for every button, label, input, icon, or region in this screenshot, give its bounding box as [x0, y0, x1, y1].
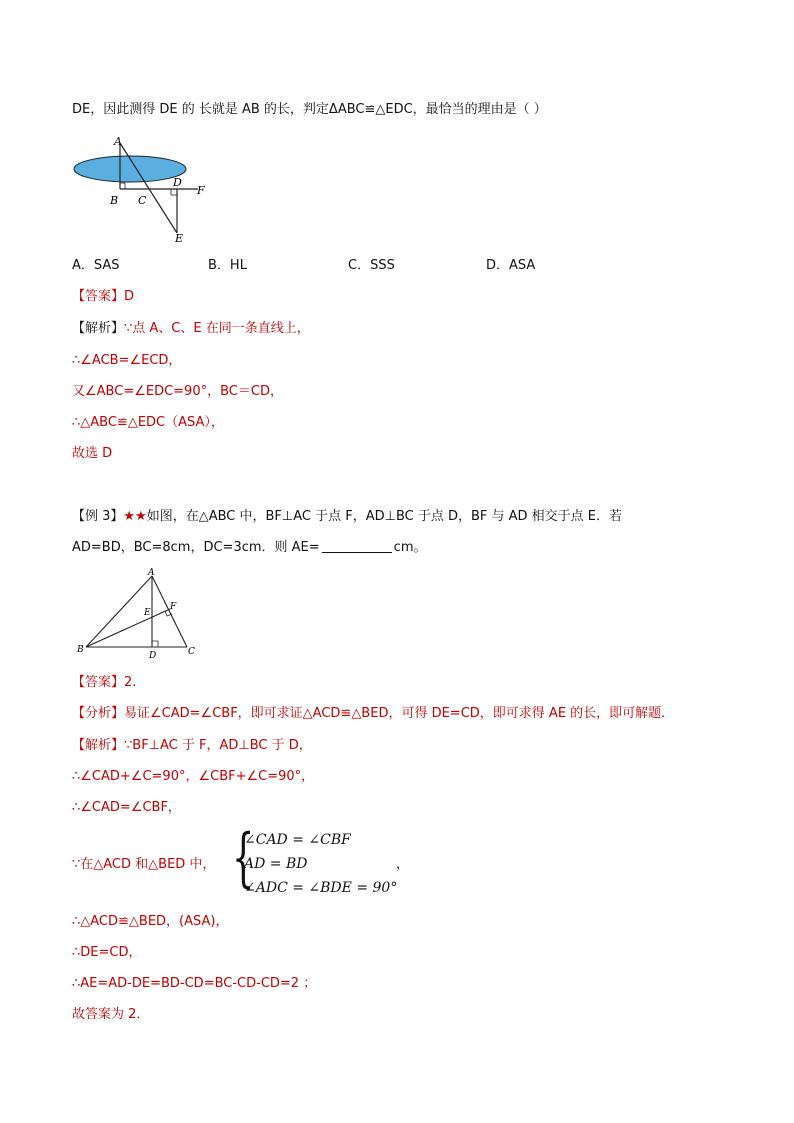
label-d: D — [173, 176, 182, 189]
option-c: C．SSS — [348, 258, 395, 273]
answer-tag: 【答案】 — [72, 289, 125, 304]
q2-fenxi-row — [72, 705, 674, 723]
stem-text: 如图，在△ABC 中，BF⊥AC 于点 F，AD⊥BC 于点 D，BF 与 AD 相交于点 E．若 — [146, 509, 623, 524]
label-e: E — [175, 232, 184, 245]
option-d: D．ASA — [486, 258, 536, 273]
fenxi-tag: 【分析】 — [72, 706, 125, 721]
answer-value: D — [124, 289, 135, 304]
fenxi-text: 易证∠CAD=∠CBF，即可求证△ACD≌△BED，可得 DE=CD，即可求得 AE 的长，即可解题． — [124, 706, 675, 721]
q2-analysis-row — [72, 737, 312, 755]
label-c: C — [138, 194, 147, 207]
stem-text: AD=BD，BC=8cm，DC=3cm．则 AE= — [72, 540, 320, 555]
q1-answer-row — [72, 288, 134, 306]
label-e: E — [144, 608, 151, 618]
difficulty-stars: ★★ — [123, 509, 147, 524]
label-a: A — [148, 568, 155, 578]
label-d: D — [149, 651, 157, 661]
analysis-line: ∴∠CAD=∠CBF， — [72, 800, 181, 815]
analysis-tag: 【解析】 — [72, 321, 125, 336]
system-eq-1: ∠CAD = ∠CBF — [244, 832, 351, 848]
analysis-line: 故选 D — [72, 446, 113, 461]
analysis-line: ∵BF⊥AC 于 F，AD⊥BC 于 D， — [124, 738, 312, 753]
q2-answer-row — [72, 674, 136, 692]
right-angle-d — [171, 189, 177, 195]
analysis-line: ∵点 A、C、E 在同一条直线上， — [124, 321, 310, 336]
q2-stem-line1 — [72, 508, 622, 526]
label-b: B — [110, 194, 119, 207]
analysis-line: ∴△ACD≌△BED，(ASA)， — [72, 914, 229, 929]
label-b: B — [77, 645, 84, 655]
q1-figure — [70, 133, 220, 248]
label-a: A — [114, 135, 122, 148]
analysis-line: ∴∠ACB=∠ECD， — [72, 353, 182, 368]
side-ab — [86, 576, 152, 647]
right-angle-d — [152, 641, 158, 647]
analysis-line: ∴△ABC≌△EDC（ASA）， — [72, 415, 224, 430]
right-angle-b — [120, 183, 125, 189]
option-a: A．SAS — [72, 258, 120, 273]
left-brace: { — [232, 821, 255, 895]
label-f: F — [170, 602, 177, 612]
answer-blank — [322, 539, 392, 553]
answer-value: 2. — [124, 675, 137, 690]
q2-figure — [74, 566, 204, 662]
q1-stem: DE，因此测得 DE 的 长就是 AB 的长，判定ΔABC≌△EDC，最恰当的理由是（ ） — [72, 102, 547, 117]
label-f: F — [197, 184, 205, 197]
system-eq-2: AD = BD — [244, 856, 308, 872]
system-suffix: ， — [396, 857, 410, 872]
stem-unit: cm。 — [393, 540, 427, 555]
label-c: C — [188, 647, 195, 657]
analysis-line: 又∠ABC=∠EDC=90°，BC＝CD， — [72, 384, 283, 399]
analysis-line: ∴∠CAD+∠C=90°，∠CBF+∠C=90°， — [72, 769, 315, 784]
analysis-line: ∴DE=CD， — [72, 945, 142, 960]
q2-stem-line2 — [72, 539, 426, 557]
analysis-line: 故答案为 2． — [72, 1007, 150, 1022]
example-tag: 【例 3】 — [72, 509, 124, 524]
analysis-tag: 【解析】 — [72, 738, 125, 753]
answer-tag: 【答案】 — [72, 675, 125, 690]
system-eq-3: ∠ADC = ∠BDE = 90° — [244, 880, 398, 896]
analysis-line: ∴AE=AD-DE=BD-CD=BC-CD-CD=2 ； — [72, 976, 317, 991]
system-prefix: ∵在△ACD 和△BED 中， — [72, 857, 216, 872]
option-b: B．HL — [208, 258, 247, 273]
q1-analysis-row — [72, 320, 310, 338]
